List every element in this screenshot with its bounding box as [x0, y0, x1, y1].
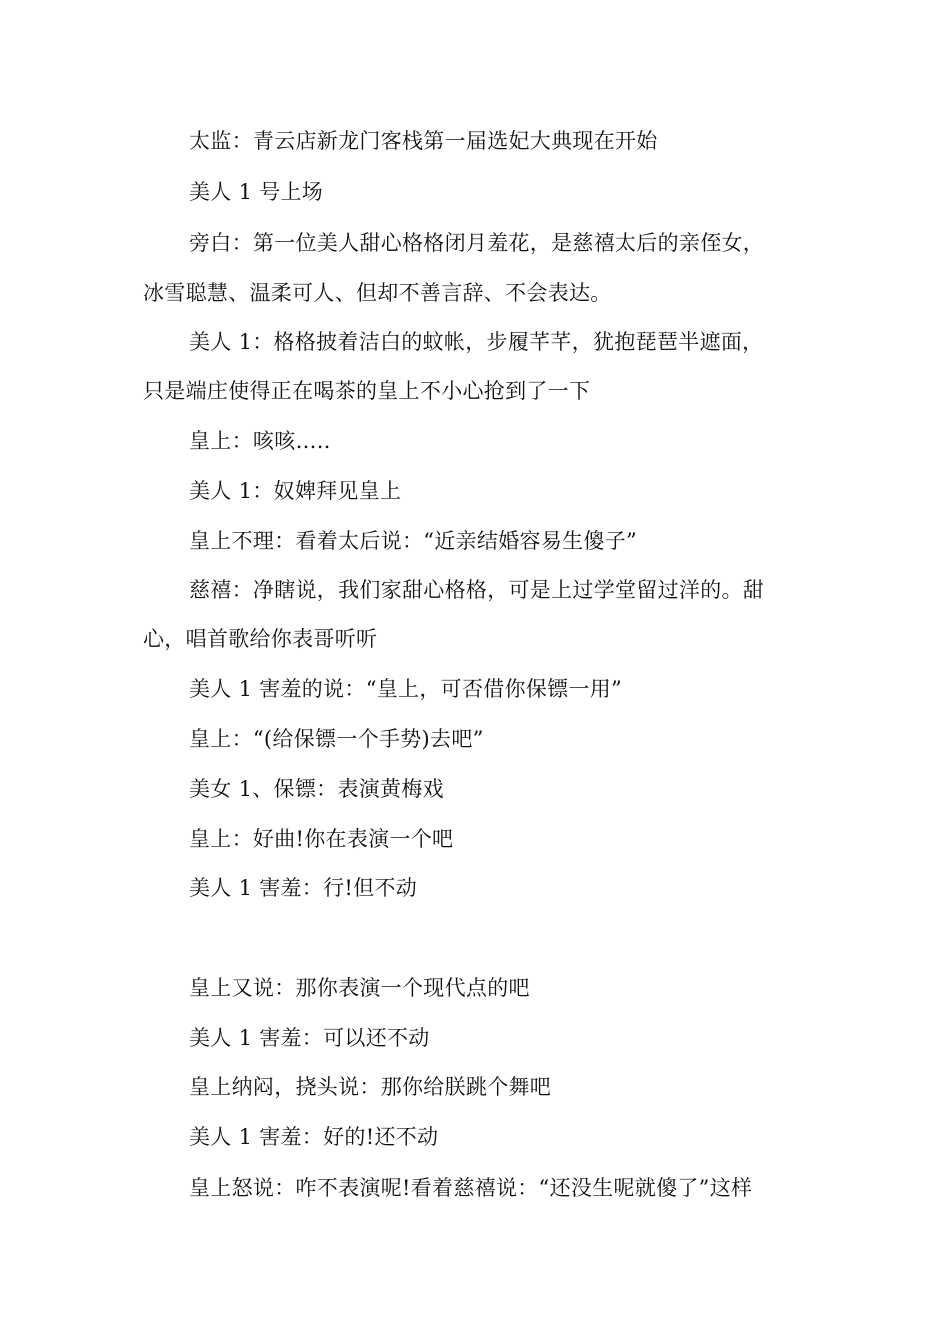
text-line-17: 皇上又说：那你表演一个现代点的吧	[189, 976, 530, 1000]
text-line-15: 皇上：好曲!你在表演一个吧	[189, 827, 454, 851]
text-line-6: 只是端庄使得正在喝茶的皇上不小心抢到了一下	[143, 379, 591, 403]
text-line-7: 皇上：咳咳….．	[189, 429, 346, 453]
text-line-1: 太监：青云店新龙门客栈第一届选妃大典现在开始	[189, 129, 658, 153]
text-line-19: 皇上纳闷，挠头说：那你给朕跳个舞吧	[189, 1075, 552, 1099]
text-line-9: 皇上不理：看着太后说：“近亲结婚容易生傻子”	[189, 529, 638, 553]
text-line-14: 美女 1、保镖：表演黄梅戏	[189, 777, 444, 801]
text-line-5: 美人 1：格格披着洁白的蚊帐，步履芊芊，犹抱琵琶半遮面，	[189, 330, 764, 354]
text-line-18: 美人 1 害羞：可以还不动	[189, 1026, 430, 1050]
text-line-10: 慈禧：净瞎说，我们家甜心格格，可是上过学堂留过洋的。甜	[189, 578, 765, 602]
text-line-3: 旁白：第一位美人甜心格格闭月羞花，是慈禧太后的亲侄女，	[189, 231, 765, 255]
text-line-8: 美人 1：奴婢拜见皇上	[189, 479, 402, 503]
text-line-21: 皇上怒说：咋不表演呢!看着慈禧说：“还没生呢就傻了”这样	[189, 1176, 753, 1200]
text-line-16: 美人 1 害羞：行!但不动	[189, 876, 418, 900]
text-line-20: 美人 1 害羞：好的!还不动	[189, 1125, 439, 1149]
text-line-4: 冰雪聪慧、温柔可人、但却不善言辞、不会表达。	[143, 281, 612, 305]
text-line-11: 心，唱首歌给你表哥听听	[143, 627, 378, 651]
text-line-12: 美人 1 害羞的说：“皇上，可否借你保镖一用”	[189, 677, 623, 701]
text-line-2: 美人 1 号上场	[189, 180, 324, 204]
text-line-13: 皇上：“(给保镖一个手势)去吧”	[189, 727, 484, 751]
